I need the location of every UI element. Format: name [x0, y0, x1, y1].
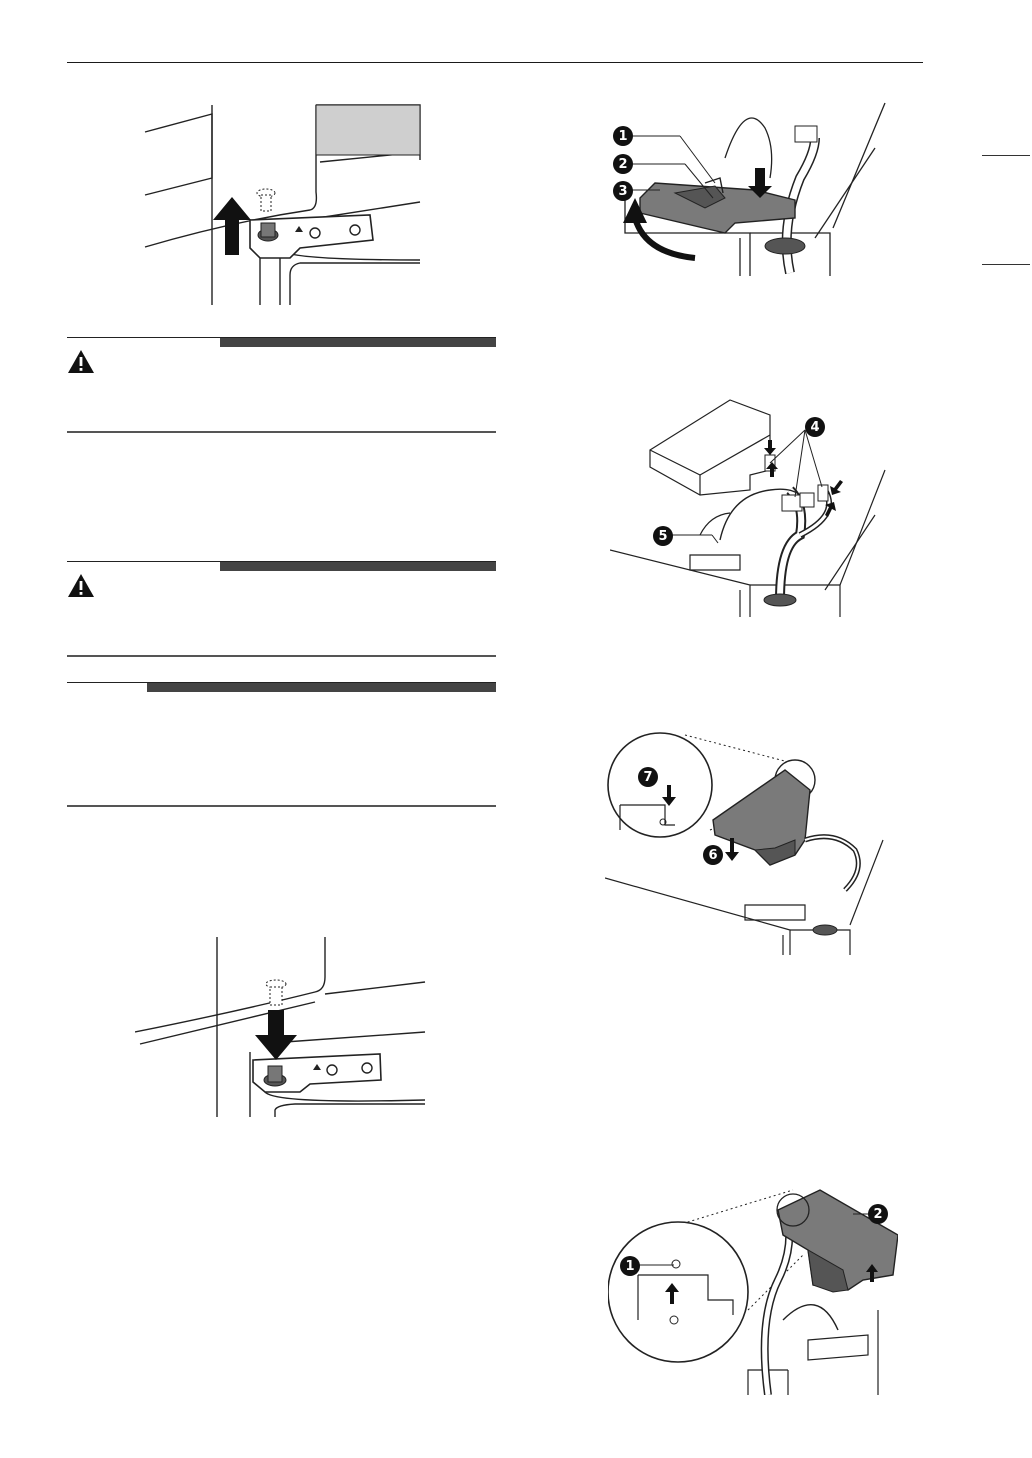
- callout-2: 2: [613, 154, 633, 174]
- note-box-top-line: [67, 682, 496, 683]
- callout-5: 5: [653, 526, 673, 546]
- figure-cover-remove: [608, 1180, 898, 1395]
- warning-box-1-top-line: [67, 337, 496, 338]
- warning-box-2-top-line: [67, 561, 496, 562]
- callout-remove-2: 2: [868, 1204, 888, 1224]
- figure-door-lift: [140, 100, 430, 305]
- warning-box-2-bar: [220, 561, 496, 571]
- warning-box-1-bottom-line: [67, 431, 496, 433]
- warning-box-2-bottom-line: [67, 655, 496, 657]
- callout-remove-1: 1: [620, 1256, 640, 1276]
- callout-4: 4: [805, 417, 825, 437]
- callout-7: 7: [638, 767, 658, 787]
- note-box-bottom-line: [67, 805, 496, 807]
- callout-6: 6: [703, 845, 723, 865]
- figure-door-lower: [135, 932, 430, 1117]
- warning-box-1-bar: [220, 337, 496, 347]
- warning-triangle-icon: [67, 573, 95, 599]
- header-rule: [67, 62, 923, 63]
- callout-1: 1: [613, 126, 633, 146]
- figure-wire-connectors: [610, 395, 890, 617]
- side-tab-bottom-line: [982, 264, 1030, 265]
- note-box-bar: [147, 682, 496, 692]
- figure-cover-install: [605, 730, 890, 955]
- side-tab-top-line: [982, 155, 1030, 156]
- callout-3: 3: [613, 181, 633, 201]
- warning-triangle-icon: [67, 349, 95, 375]
- figure-hinge-cover: [605, 98, 895, 276]
